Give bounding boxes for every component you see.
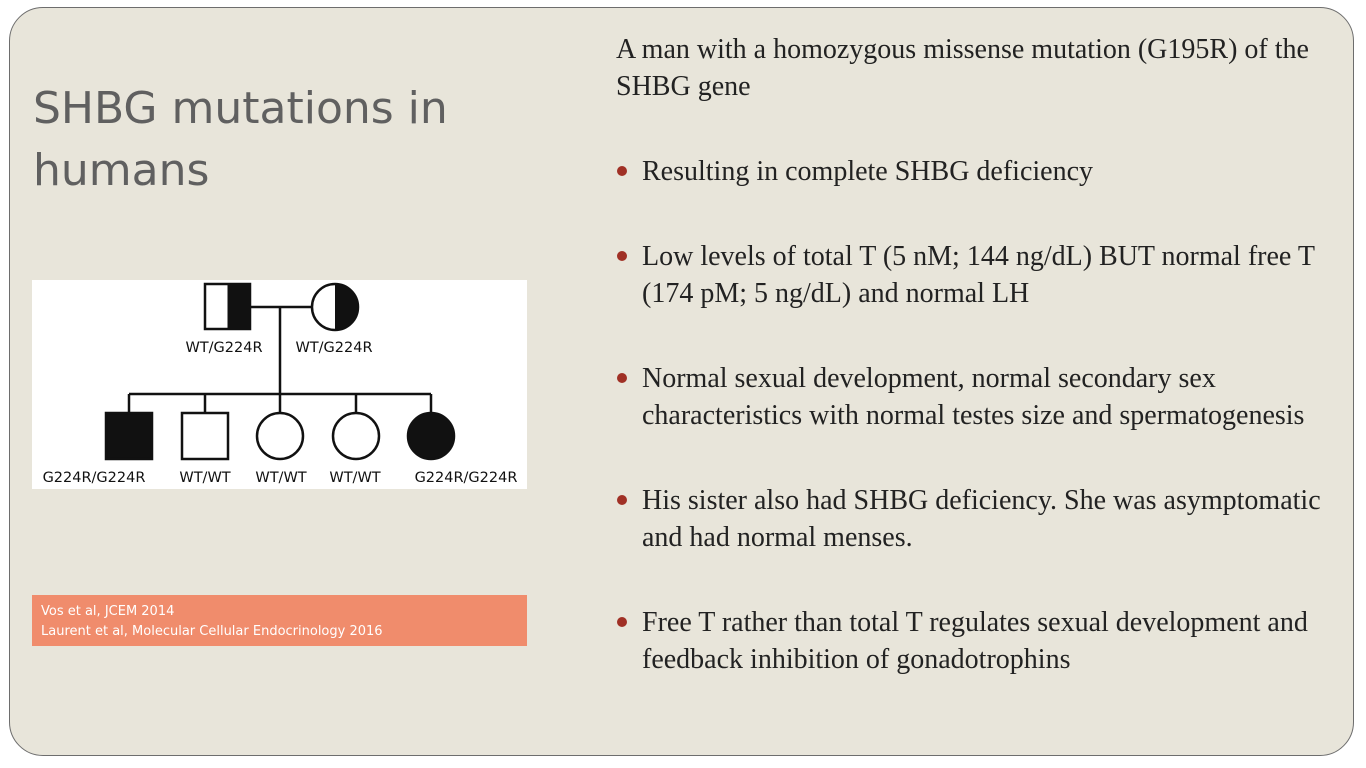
- child-5-symbol: [408, 413, 454, 459]
- child-4-symbol: [333, 413, 379, 459]
- bullet-dot-icon: [617, 617, 627, 627]
- bullet-dot-icon: [617, 495, 627, 505]
- father-genotype-label: WT/G224R: [185, 340, 263, 356]
- citation-line-1: Vos et al, JCEM 2014: [41, 604, 175, 619]
- intro-text: A man with a homozygous missense mutation (G195R) of the SHBG gene: [616, 34, 1309, 102]
- content-body: [616, 31, 1336, 678]
- child-1-symbol: [106, 413, 152, 459]
- slide: [9, 7, 1354, 756]
- child-5-genotype-label: G224R/G224R: [414, 470, 518, 486]
- bullet-item: [616, 153, 1336, 190]
- child-2-symbol: [182, 413, 228, 459]
- bullet-item: [616, 604, 1336, 678]
- child-4-genotype-label: WT/WT: [329, 470, 381, 486]
- bullet-item: [616, 238, 1336, 312]
- mother-genotype-label: WT/G224R: [295, 340, 373, 356]
- bullet-text: Resulting in complete SHBG deficiency: [642, 156, 1094, 187]
- bullet-text: Low levels of total T (5 nM; 144 ng/dL) BUT normal free T (174 pM; 5 ng/dL) and normal LH: [642, 241, 1315, 309]
- bullet-text: His sister also had SHBG deficiency. She was asymptomatic and had normal menses.: [642, 485, 1321, 553]
- bullet-dot-icon: [617, 166, 627, 176]
- child-2-genotype-label: WT/WT: [179, 470, 231, 486]
- father-symbol: [205, 284, 250, 329]
- child-3-symbol: [257, 413, 303, 459]
- bullet-item: [616, 482, 1336, 556]
- pedigree-chart: [32, 280, 527, 489]
- mother-symbol: [312, 284, 358, 330]
- bullet-dot-icon: [617, 251, 627, 261]
- slide-title: SHBG mutations in humans: [33, 83, 448, 196]
- citation-box: [32, 595, 527, 646]
- bullet-item: [616, 360, 1336, 434]
- bullet-text: Normal sexual development, normal secondary sex characteristics with normal testes size and spermatogenesis: [642, 363, 1305, 431]
- bullet-dot-icon: [617, 373, 627, 383]
- citation-line-2: Laurent et al, Molecular Cellular Endocrinology 2016: [41, 624, 383, 639]
- bullet-text: Free T rather than total T regulates sexual development and feedback inhibition of gonadotrophins: [642, 607, 1308, 675]
- child-1-genotype-label: G224R/G224R: [42, 470, 146, 486]
- child-3-genotype-label: WT/WT: [255, 470, 307, 486]
